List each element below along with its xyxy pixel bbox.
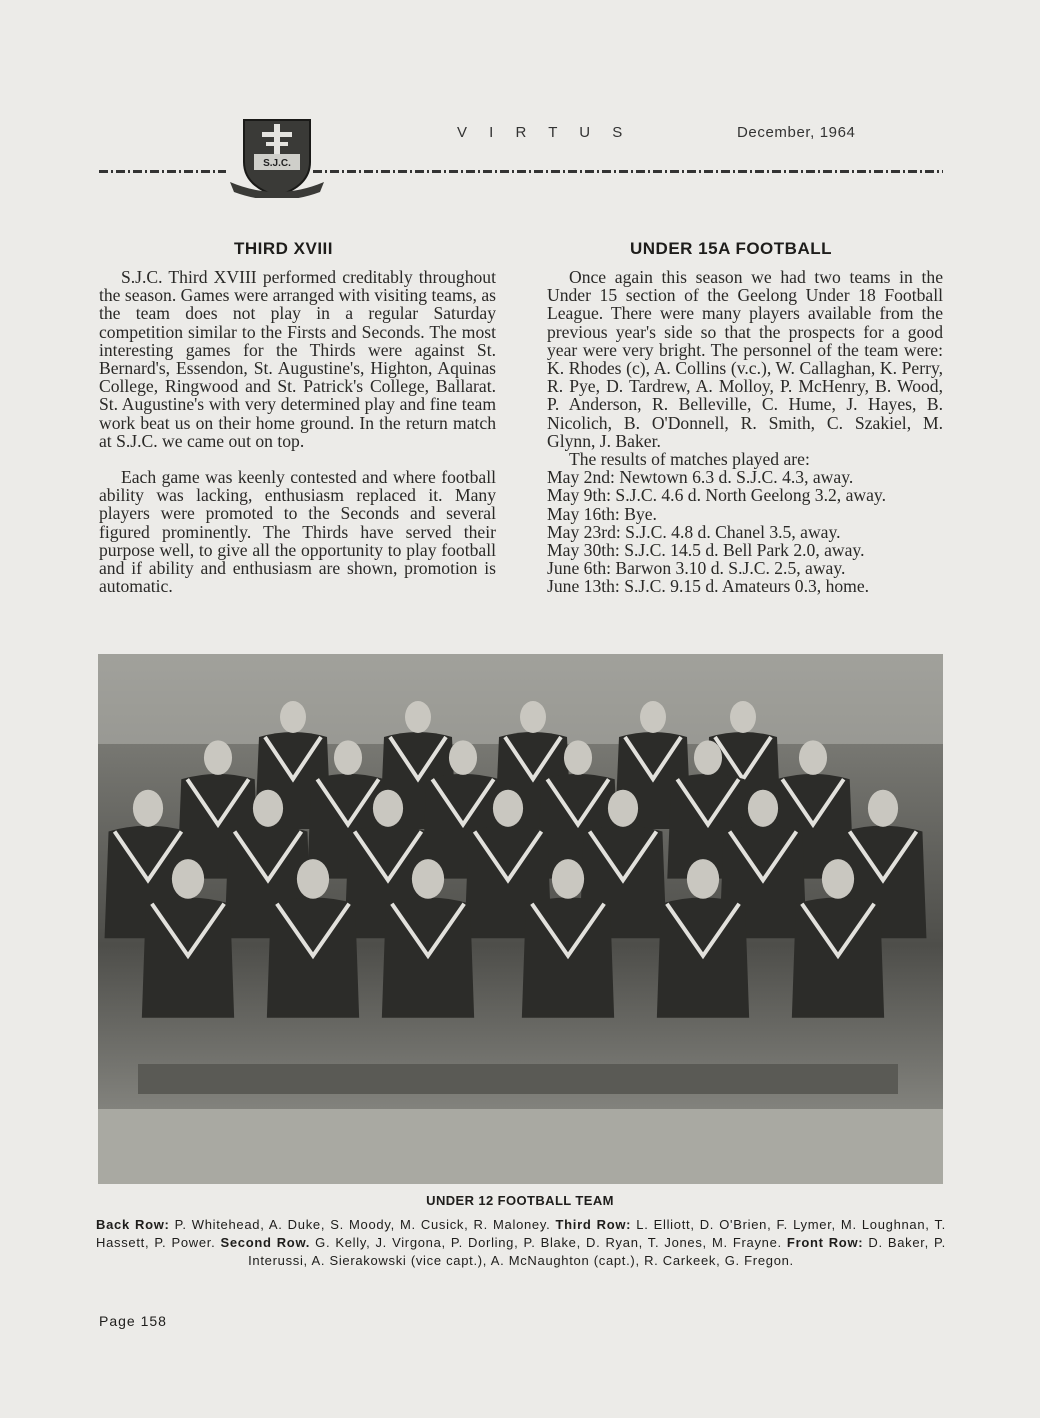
row-label-second: Second Row. (220, 1235, 311, 1250)
player-head (822, 859, 854, 899)
player-head (520, 701, 546, 733)
row-names-third: L. Elliott, D. O'Brien, F. Lymer, M. Loughnan, T. Hassett, P. Power. (96, 1217, 946, 1250)
player-head (449, 740, 477, 775)
player-head (640, 701, 666, 733)
player-head (280, 701, 306, 733)
player-head (687, 859, 719, 899)
page-number: Page 158 (99, 1313, 167, 1329)
player-head (373, 790, 403, 827)
result-item: May 16th: Bye. (547, 503, 657, 524)
third-xviii-heading: THIRD XVIII (234, 239, 334, 258)
row-label-front: Front Row: (786, 1235, 864, 1250)
player-head (172, 859, 204, 899)
player-head (748, 790, 778, 827)
player-head (799, 740, 827, 775)
player-head (253, 790, 283, 827)
player-head (552, 859, 584, 899)
photo-caption (96, 1216, 946, 1270)
player-head (204, 740, 232, 775)
player-head (297, 859, 329, 899)
player-head (868, 790, 898, 827)
player-head (493, 790, 523, 827)
row-label-third: Third Row: (555, 1217, 632, 1232)
header-rule-right (313, 170, 943, 173)
results-intro: The results of matches played are: (569, 449, 810, 470)
journal-title: V I R T U S (457, 124, 632, 141)
player-head (133, 790, 163, 827)
row-names-back: P. Whitehead, A. Duke, S. Moody, M. Cusick, R. Maloney. (169, 1217, 556, 1232)
player-head (694, 740, 722, 775)
school-crest-icon (228, 116, 326, 198)
result-item: May 9th: S.J.C. 4.6 d. North Geelong 3.2, away. (547, 485, 886, 506)
third-xviii-paragraph-1: S.J.C. Third XVIII performed creditably throughout the season. Games were arranged with visiting teams, as the team does not play in a regular Saturday competition similar to the Firsts and Seconds. The most interesting games for the Thirds were against St. Bernard's, Essendon, St. Augustine's, Highton, Aquinas College, Ringwood and St. Patrick's College, Ballarat. St. Augustine's with very determined play and fine team work beat us on their home ground. In the return match at S.J.C. we came out on top. (99, 267, 496, 451)
issue-date: December, 1964 (737, 124, 856, 141)
row-label-back: Back Row: (96, 1217, 170, 1232)
photo-caption-title: UNDER 12 FOOTBALL TEAM (426, 1193, 614, 1208)
result-item: June 13th: S.J.C. 9.15 d. Amateurs 0.3, home. (547, 576, 870, 597)
result-item: May 30th: S.J.C. 14.5 d. Bell Park 2.0, away. (547, 540, 865, 561)
player-head (564, 740, 592, 775)
crest-motto: S.J.C. (263, 158, 291, 169)
player-head (334, 740, 362, 775)
player-head (608, 790, 638, 827)
third-xviii-column (99, 268, 496, 595)
row-names-second: G. Kelly, J. Virgona, P. Dorling, P. Blake, D. Ryan, T. Jones, M. Frayne. (310, 1235, 787, 1250)
result-item: May 23rd: S.J.C. 4.8 d. Chanel 3.5, away. (547, 521, 841, 542)
player-head (405, 701, 431, 733)
player-head (412, 859, 444, 899)
under-15a-paragraph: Once again this season we had two teams in the Under 15 section of the Geelong Under 18 Football League. There were many players available from the previous year's side so that the prospects for a good year were very bright. The personnel of the team were: K. Rhodes (c), A. Collins (v.c.), W. Callaghan, K. Perry, R. Pye, D. Tardrew, A. Molloy, P. McHenry, B. Wood, P. Anderson, R. Belleville, C. Hume, J. Hayes, B. Nicolich, B. O'Donnell, R. Smith, C. Szakiel, M. Glynn, J. Baker. (547, 267, 943, 451)
header-rule-left (99, 170, 226, 173)
under-15a-column (547, 268, 943, 596)
row-names-front: D. Baker, P. Interussi, A. Sierakowski (vice capt.), A. McNaughton (capt.), R. Carkeek, G. Fregon. (248, 1235, 946, 1268)
results-list (547, 468, 943, 595)
team-photograph (98, 654, 943, 1184)
third-xviii-paragraph-2: Each game was keenly contested and where football ability was lacking, enthusiasm replaced it. Many players were promoted to the Seconds and several figured prominently. The Thirds have served their purpose well, to give all the opportunity to play football and if ability and enthusiasm are shown, promotion is automatic. (99, 467, 496, 597)
result-item: May 2nd: Newtown 6.3 d. S.J.C. 4.3, away. (547, 467, 854, 488)
under-15a-heading: UNDER 15A FOOTBALL (630, 239, 832, 258)
player-head (730, 701, 756, 733)
result-item: June 6th: Barwon 3.10 d. S.J.C. 2.5, away. (547, 558, 846, 579)
